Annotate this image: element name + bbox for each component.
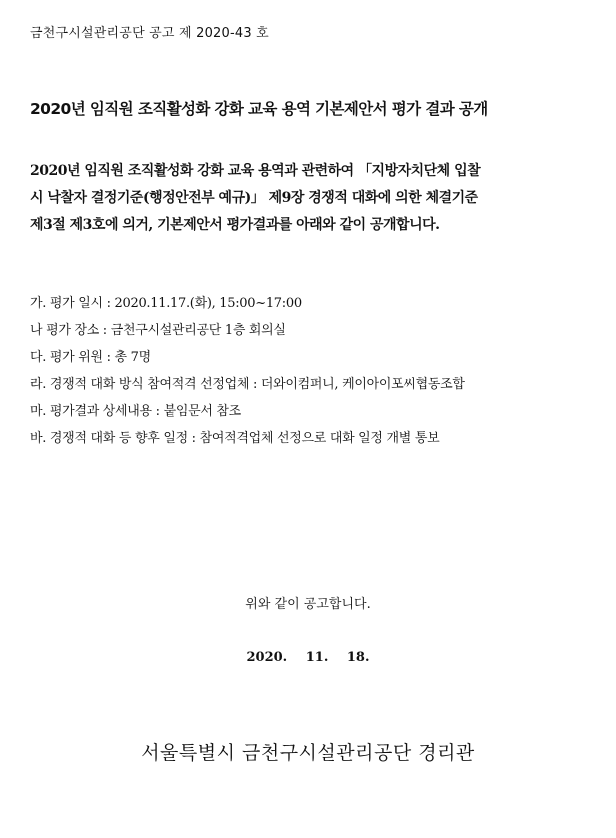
notice-item-schedule: 바. 경쟁적 대화 등 향후 일정 : 참여적격업체 선정으로 대화 일정 개별 통보	[30, 431, 440, 446]
notice-item-committee: 다. 평가 위원 : 총 7명	[30, 350, 151, 365]
document-number: 금천구시설관리공단 공고 제 2020-43 호	[30, 26, 269, 41]
intro-line: 2020년 임직원 조직활성화 강화 교육 용역과 관련하여 「지방자치단체 입찰	[30, 163, 481, 179]
notice-item-selected-vendors: 라. 경쟁적 대화 방식 참여적격 선정업체 : 더와이컴퍼니, 케이아이포씨협동조합	[30, 377, 465, 392]
notice-item-date: 가. 평가 일시 : 2020.11.17.(화), 15:00~17:00	[30, 296, 302, 311]
closing-statement: 위와 같이 공고합니다.	[245, 597, 371, 612]
issuer-signature: 서울특별시 금천구시설관리공단 경리관	[141, 742, 475, 764]
intro-line: 시 낙찰자 결정기준(행정안전부 예규)」 제9장 경쟁적 대화에 의한 체결기준	[30, 190, 478, 206]
announcement-date: 2020. 11. 18.	[246, 650, 370, 665]
notice-item-details: 마. 평가결과 상세내용 : 붙임문서 참조	[30, 404, 241, 419]
intro-paragraph	[30, 158, 588, 239]
notice-item-location: 나 평가 장소 : 금천구시설관리공단 1층 회의실	[30, 323, 286, 338]
intro-line: 제3절 제3호에 의거, 기본제안서 평가결과를 아래와 같이 공개합니다.	[30, 217, 440, 233]
notice-items-list	[30, 290, 590, 452]
document-title: 2020년 임직원 조직활성화 강화 교육 용역 기본제안서 평가 결과 공개	[30, 100, 488, 118]
